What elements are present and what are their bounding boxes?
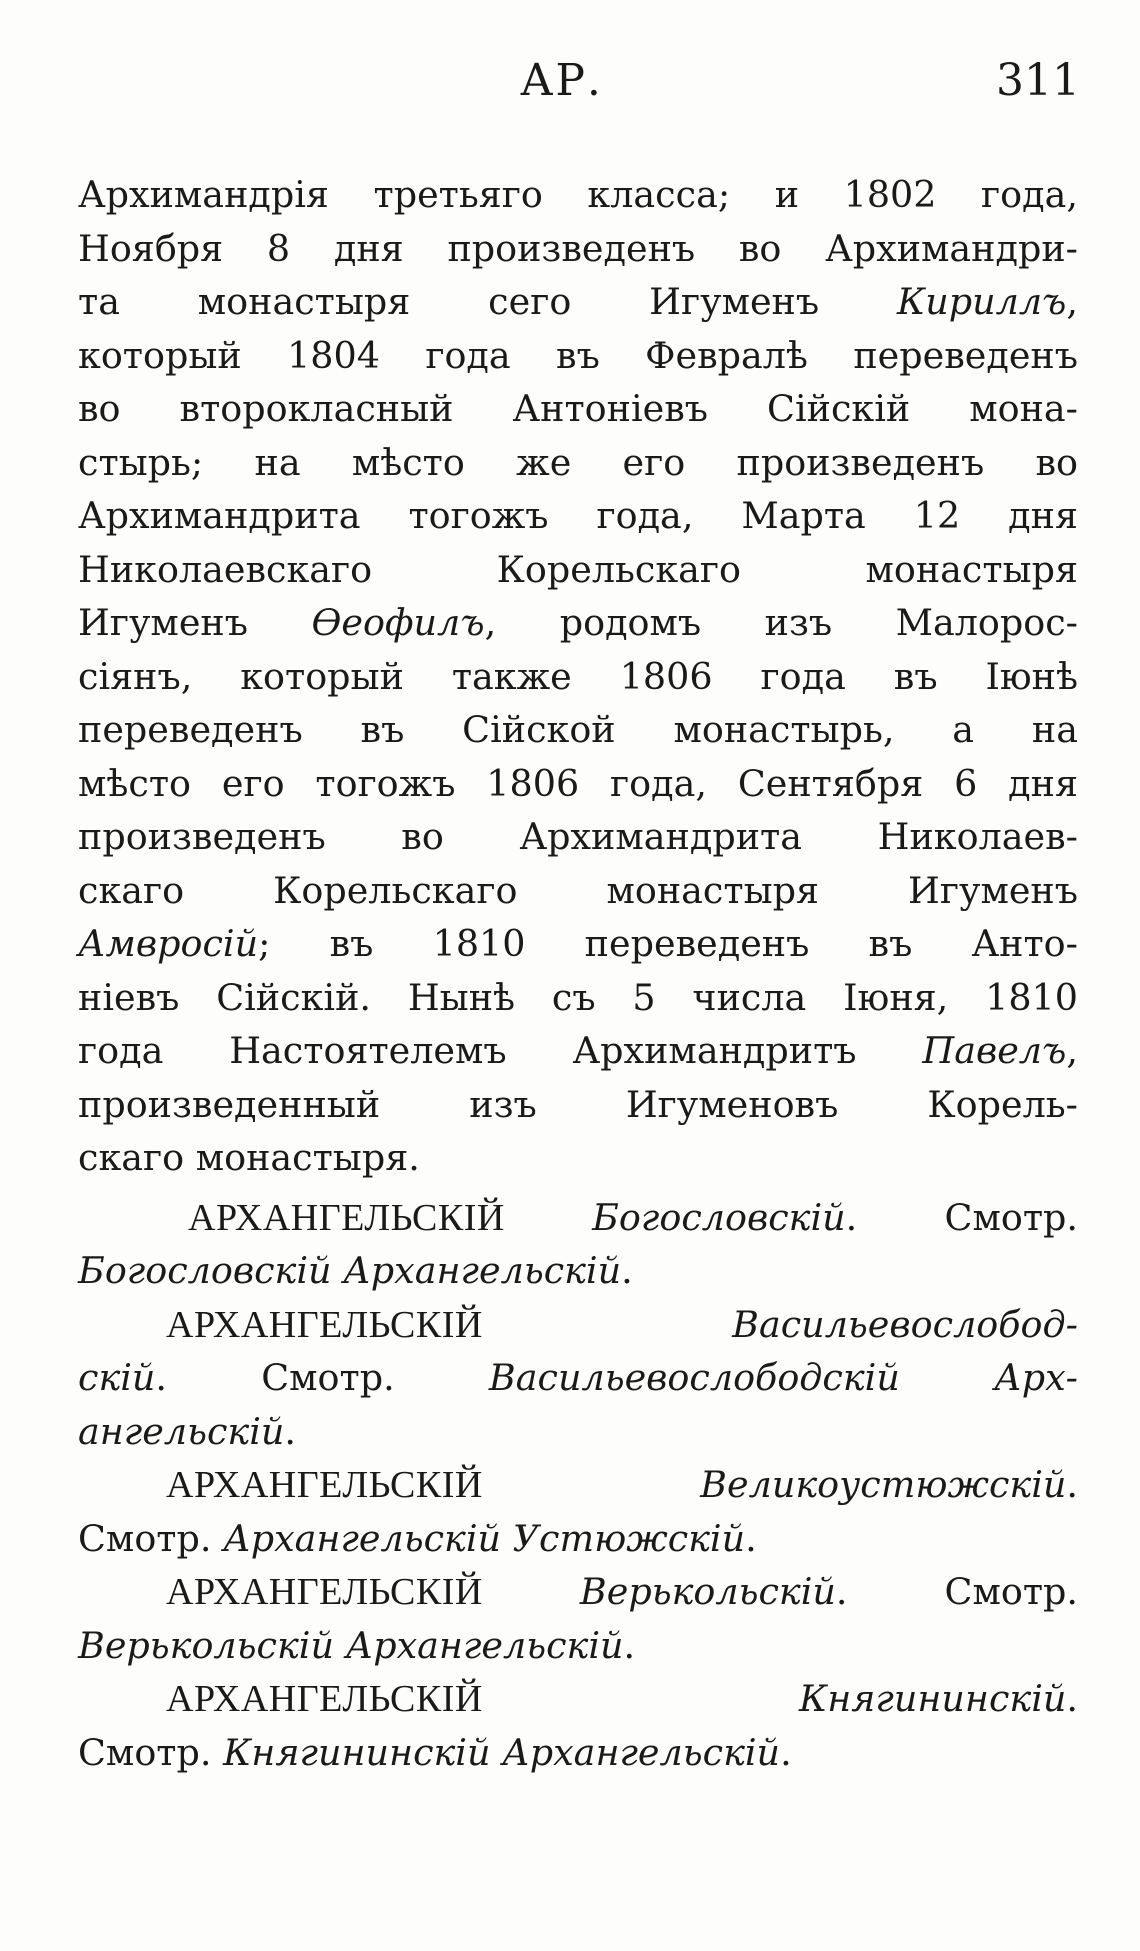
text-line: Архимандрія третьяго класса; и 1802 года, bbox=[78, 173, 1078, 216]
entry-headword: АРХАНГЕЛЬСКІЙ bbox=[166, 1571, 483, 1613]
name-pavel: Павелъ bbox=[922, 1029, 1067, 1072]
cross-reference: Васильевослободскій Арх- bbox=[488, 1356, 1078, 1399]
entry-line: Смотр. Княгининскій Архангельскій. bbox=[78, 1730, 792, 1774]
dictionary-entry bbox=[78, 1458, 1078, 1565]
text-line: который 1804 года въ Февралѣ переведенъ bbox=[78, 333, 1078, 377]
entry-headword: АРХАНГЕЛЬСКІЙ bbox=[166, 1303, 483, 1346]
text-line: мѣсто его тогожъ 1806 года, Сентября 6 дня bbox=[78, 761, 1078, 805]
text-line: Амвросій; въ 1810 переведенъ въ Анто- bbox=[78, 922, 1078, 965]
text-line: произведенный изъ Игуменовъ Корель- bbox=[78, 1082, 1078, 1126]
name-kirill: Кириллъ bbox=[896, 280, 1067, 323]
name-amvrosiy: Амвросій bbox=[78, 922, 259, 965]
entry-line: Смотр. Архангельскій Устюжскій. bbox=[78, 1516, 757, 1560]
text-line: года Настоятелемъ Архимандритъ Павелъ, bbox=[78, 1029, 1078, 1072]
entry-line: Богословскій Архангельскій. bbox=[78, 1249, 633, 1292]
body-text bbox=[78, 168, 1078, 1779]
text-line: сіянъ, который также 1806 года въ Іюнѣ bbox=[78, 654, 1078, 698]
cross-reference: Богословскій Архангельскій bbox=[78, 1249, 622, 1292]
text-line: скаго Корельскаго монастыря Игуменъ bbox=[78, 868, 1078, 912]
entry-line: АРХАНГЕЛЬСКІЙ Княгининскій. bbox=[166, 1677, 1078, 1720]
dictionary-entry bbox=[78, 1298, 1078, 1459]
name-feofil: Ѳеофилъ bbox=[311, 601, 485, 644]
text-line: Ноября 8 дня произведенъ во Архимандри- bbox=[78, 226, 1078, 270]
entry-headword: АРХАНГЕЛЬСКІЙ bbox=[166, 1464, 483, 1506]
text-line: произведенъ во Архимандрита Николаев- bbox=[78, 815, 1078, 858]
dictionary-entry bbox=[78, 1565, 1078, 1672]
entry-line: ангельскій. bbox=[78, 1409, 296, 1453]
dictionary-entry bbox=[78, 1672, 1078, 1779]
entry-headword: АРХАНГЕЛЬСКІЙ bbox=[188, 1196, 505, 1239]
text-line: переведенъ въ Сійской монастырь, а на bbox=[78, 708, 1078, 751]
text-line: скаго монастыря. bbox=[78, 1136, 420, 1179]
entry-line: АРХАНГЕЛЬСКІЙ Богословскій. Смотр. bbox=[188, 1195, 1078, 1239]
paragraph-continuation bbox=[78, 168, 1078, 1185]
running-head: АР. bbox=[520, 55, 603, 106]
text-line: Архимандрита тогожъ года, Марта 12 дня bbox=[78, 494, 1078, 537]
entry-line: АРХАНГЕЛЬСКІЙ Великоустюжскій. bbox=[166, 1463, 1078, 1506]
text-line: ніевъ Сійскій. Нынѣ съ 5 числа Іюня, 1810 bbox=[78, 975, 1078, 1019]
entry-line: АРХАНГЕЛЬСКІЙ Васильевослобод- bbox=[166, 1302, 1078, 1346]
entry-line: скій. Смотр. Васильевослободскій Арх- bbox=[78, 1356, 1078, 1399]
text-line: Игуменъ Ѳеофилъ, родомъ изъ Малорос- bbox=[78, 601, 1078, 644]
text-line: стырь; на мѣсто же его произведенъ во bbox=[78, 440, 1078, 484]
text-line: та монастыря сего Игуменъ Кириллъ, bbox=[78, 280, 1078, 323]
entry-headword: АРХАНГЕЛЬСКІЙ bbox=[166, 1678, 483, 1720]
page-number: 311 bbox=[996, 55, 1080, 106]
dictionary-entry bbox=[78, 1191, 1078, 1298]
page-header bbox=[80, 55, 1080, 125]
cross-reference: Архангельскій Устюжскій bbox=[223, 1516, 746, 1560]
text-line: во второкласный Антоніевъ Сійскій мона- bbox=[78, 387, 1078, 430]
entry-line: АРХАНГЕЛЬСКІЙ Верькольскій. Смотр. bbox=[166, 1570, 1078, 1613]
cross-reference: Верькольскій Архангельскій bbox=[78, 1623, 624, 1667]
entry-line: Верькольскій Архангельскій. bbox=[78, 1623, 636, 1667]
cross-reference: Княгининскій Архангельскій bbox=[223, 1730, 781, 1774]
text-line: Николаевскаго Корельскаго монастыря bbox=[78, 547, 1078, 591]
